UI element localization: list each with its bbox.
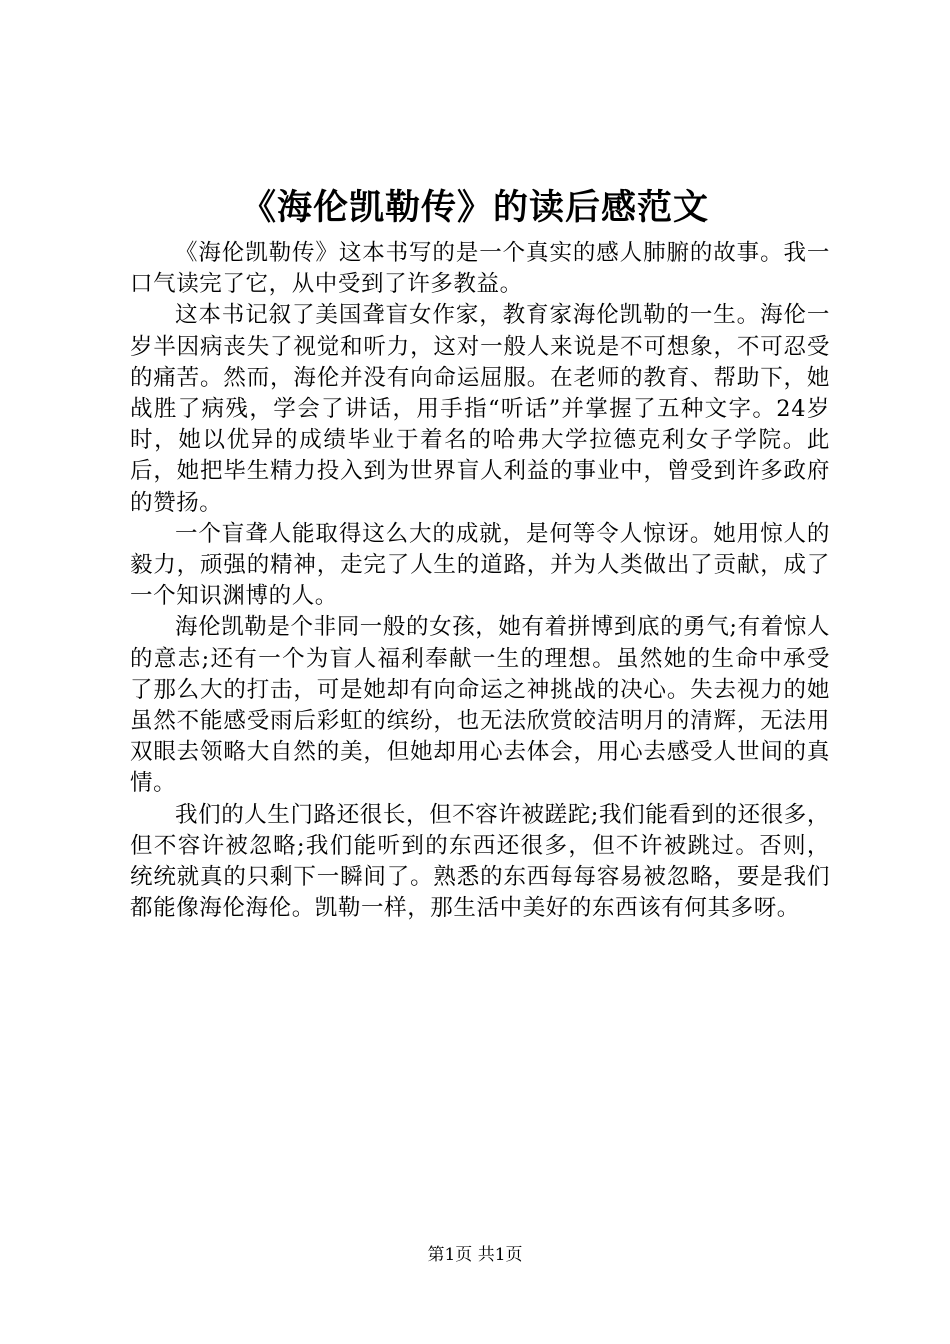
- paragraph-5: 我们的人生门路还很长，但不容许被蹉跎;我们能看到的还很多，但不容许被忽略;我们能听到的东西还很多，但不许被跳过。否则，统统就真的只剩下一瞬间了。熟悉的东西每每容易被忽略，要是我们都能像海伦海伦。凯勒一样，那生活中美好的东西该有何其多呀。: [130, 801, 830, 922]
- paragraph-1: 《海伦凯勒传》这本书写的是一个真实的感人肺腑的故事。我一口气读完了它，从中受到了许多教益。: [130, 240, 830, 298]
- paragraph-3: 一个盲聋人能取得这么大的成就，是何等令人惊讶。她用惊人的毅力，顽强的精神，走完了人生的道路，并为人类做出了贡献，成了一个知识渊博的人。: [130, 520, 830, 610]
- paragraph-4: 海伦凯勒是个非同一般的女孩，她有着拼博到底的勇气;有着惊人的意志;还有一个为盲人福利奉献一生的理想。虽然她的生命中承受了那么大的打击，可是她却有向命运之神挑战的决心。失去视力的她虽然不能感受雨后彩虹的缤纷，也无法欣赏皎洁明月的清辉，无法用双眼去领略大自然的美，但她却用心去体会，用心去感受人世间的真情。: [130, 614, 830, 797]
- paragraph-2: 这本书记叙了美国聋盲女作家，教育家海伦凯勒的一生。海伦一岁半因病丧失了视觉和听力，这对一般人来说是不可想象，不可忍受的痛苦。然而，海伦并没有向命运屈服。在老师的教育、帮助下，她战胜了病残，学会了讲话，用手指“听话”并掌握了五种文字。24岁时，她以优异的成绩毕业于着名的哈弗大学拉德克利女子学院。此后，她把毕生精力投入到为世界盲人利益的事业中，曾受到许多政府的赞扬。: [130, 302, 830, 516]
- document-body: [130, 238, 830, 924]
- page-footer: 第1页 共1页: [427, 1245, 523, 1265]
- document-title: 《海伦凯勒传》的读后感范文: [240, 187, 709, 228]
